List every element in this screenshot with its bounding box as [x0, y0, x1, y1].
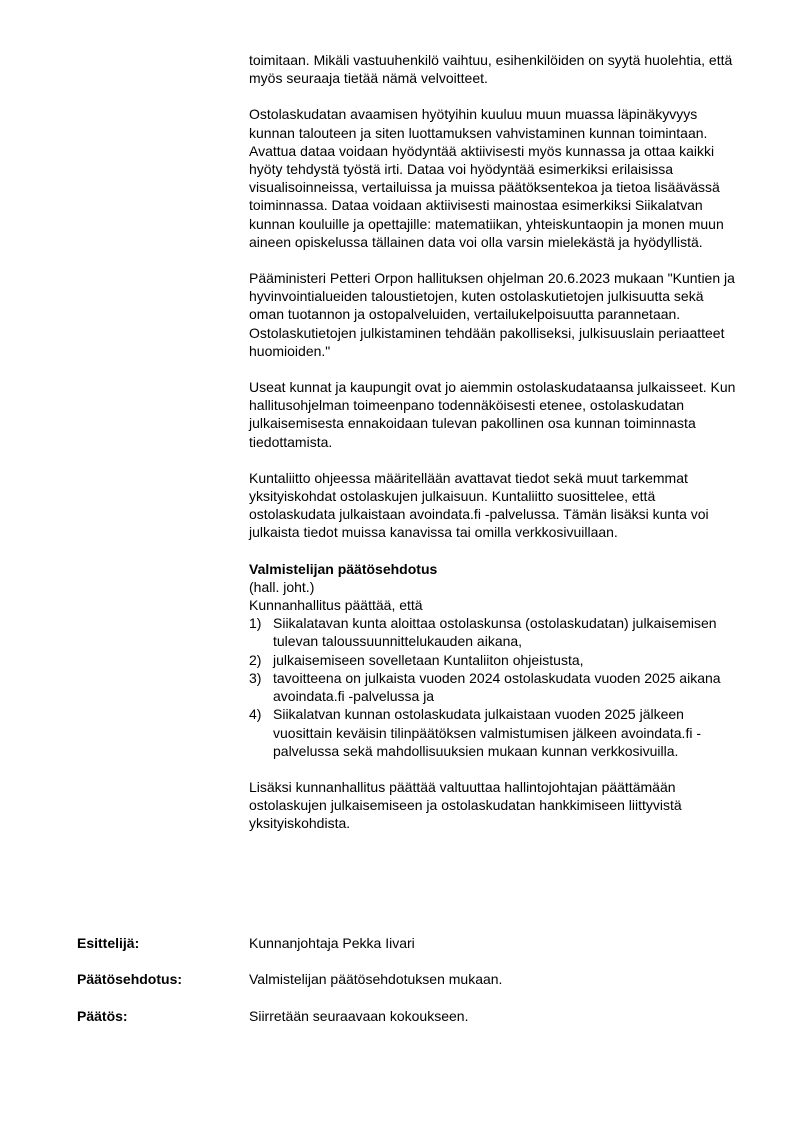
list-item-number: 2): [249, 651, 262, 668]
list-item: [249, 669, 739, 705]
paragraph-other-municipalities: Useat kunnat ja kaupungit ovat jo aiemmin ostolaskudataansa julkaisseet. Kun hallitusohjelman toimeenpano todennäköisesti etenee, ostolaskudatan julkaisemisesta ennakoidaan tulevan pakollinen osa kunnan toiminnasta tiedottamista.: [249, 379, 736, 450]
proposal-list: [249, 614, 739, 760]
paragraph-government-program: Pääministeri Petteri Orpon hallituksen ohjelman 20.6.2023 mukaan "Kuntien ja hyvinvointialueiden taloustietojen, kuten ostolaskutietojen julkisuutta sekä oman tuotannon ja ostopalveluiden, vertailukelpoisuutta parannetaan. Ostolaskutietojen julkistaminen tehdään pakolliseksi, julkisuuslain periaatteet huomioiden.": [249, 270, 735, 359]
proposal-heading: Valmistelijan päätösehdotus: [249, 560, 438, 577]
document-body: [249, 51, 739, 833]
decision-label: Päätös:: [77, 1008, 128, 1024]
presenter-label: Esittelijä:: [77, 935, 140, 951]
list-item: [249, 614, 739, 650]
list-item-number: 3): [249, 669, 262, 686]
paragraph-kuntaliitto-guidance: Kuntaliitto ohjeessa määritellään avattavat tiedot sekä muut tarkemmat yksityiskohdat ostolaskujen julkaisuun. Kuntaliitto suosittelee, että ostolaskudata julkaistaan avoindata.fi -palvelussa. Tämän lisäksi kunta voi julkaista tiedot muissa kanavissa tai omilla verkkosivuillaan.: [249, 469, 709, 541]
list-item-number: 4): [249, 706, 262, 723]
proposal-label: Päätösehdotus:: [77, 971, 183, 987]
proposal-value: Valmistelijan päätösehdotuksen mukaan.: [249, 971, 503, 987]
presenter-value: Kunnanjohtaja Pekka Iivari: [249, 935, 415, 951]
proposal-closing: Lisäksi kunnanhallitus päättää valtuuttaa hallintojohtajan päättämään ostolaskujen julkaisemiseen ja ostolaskudatan hankkimiseen liittyvistä yksityiskohdista.: [249, 778, 682, 832]
list-item-number: 1): [249, 615, 262, 632]
list-item: [249, 705, 739, 760]
paragraph-responsibility: toimitaan. Mikäli vastuuhenkilö vaihtuu, esihenkilöiden on syytä huolehtia, että myös seuraaja tietää nämä velvoitteet.: [249, 52, 733, 87]
list-item-text: Siikalatvan kunnan ostolaskudata julkaistaan vuoden 2025 jälkeen vuosittain keväisin tilinpäätöksen valmistumisen jälkeen avoindata.fi -palvelussa sekä mahdollisuuksien mukaan kunnan verkkosivuilla.: [273, 706, 701, 759]
list-item: [249, 651, 739, 669]
proposal-intro: Kunnanhallitus päättää, että: [249, 597, 423, 614]
proposal-author: (hall. joht.): [249, 578, 315, 595]
paragraph-benefits: Ostolaskudatan avaamisen hyötyihin kuuluu muun muassa läpinäkyvyys kunnan talouteen ja siten luottamuksen vahvistaminen kunnan toimintaan. Avattua dataa voidaan hyödyntää aktiivisesti myös kunnassa ja ottaa kaikki hyöty tehdystä työstä irti. Dataa voi hyödyntää esimerkiksi erilaisissa visualisoinneissa, vertailuissa ja muissa päätöksentekoa ja tietoa lisäävässä toiminnassa. Dataa voidaan aktiivisesti mainostaa esimerkiksi Siikalatvan kunnan kouluille ja opettajille: matematiikan, yhteiskuntaopin ja monen muun aineen opiskelussa tällainen data voi olla varsin mielekästä ja hyödyllistä.: [249, 106, 724, 250]
list-item-text: Siikalatavan kunta aloittaa ostolaskunsa (ostolaskudatan) julkaisemisen tulevan taloussuunnittelukauden aikana,: [273, 615, 717, 650]
decision-value: Siirretään seuraavaan kokoukseen.: [249, 1008, 469, 1024]
list-item-text: julkaisemiseen sovelletaan Kuntaliiton ohjeistusta,: [273, 651, 584, 668]
list-item-text: tavoitteena on julkaista vuoden 2024 ostolaskudata vuoden 2025 aikana avoindata.fi -palvelussa ja: [273, 669, 721, 705]
